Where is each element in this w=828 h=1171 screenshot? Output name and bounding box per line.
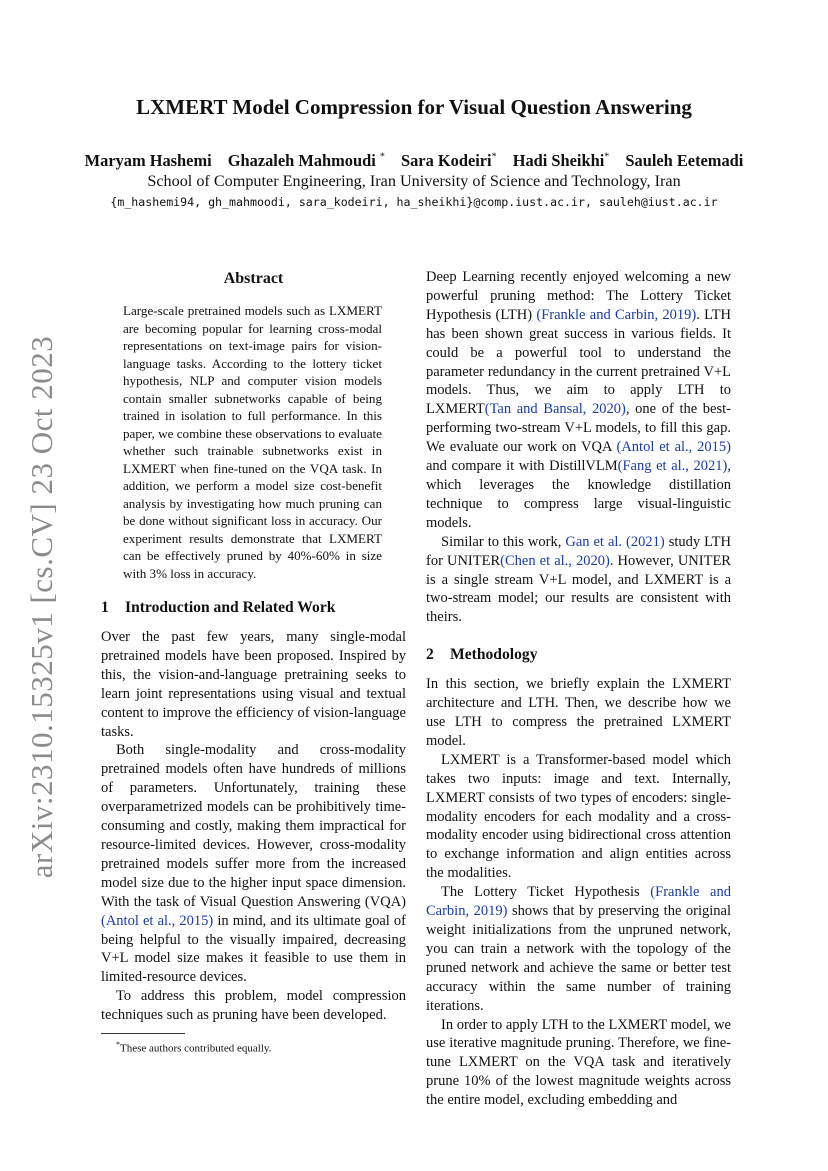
paragraph: In this section, we briefly explain the LXMERT architecture and LTH. Then, we describe how we use LTH to compress the pretrained LXMERT model.	[426, 676, 731, 749]
footnote	[101, 1038, 406, 1056]
footnote-text: These authors contributed equally.	[120, 1042, 272, 1055]
author	[401, 151, 497, 170]
footnote-rule	[101, 1033, 185, 1034]
citation-link[interactable]: (Fang et al., 2021)	[617, 458, 728, 475]
author	[513, 151, 610, 170]
paragraph	[426, 268, 731, 533]
author-name: Maryam Hashemi	[84, 151, 212, 170]
paper-title: LXMERT Model Compression for Visual Question Answering	[136, 95, 692, 119]
section-heading-methodology	[426, 643, 731, 667]
paragraph: In order to apply LTH to the LXMERT model, we use iterative magnitude pruning. Therefore, we fine-tune LXMERT on the VQA task and iteratively prune 10% of the lowest magnitude weights across the entire model, excluding embedding and	[426, 1016, 731, 1109]
section-title: Introduction and Related Work	[125, 599, 336, 616]
paragraph: Over the past few years, many single-modal pretrained models have been proposed. Inspired by this, the vision-and-language pretraining seeks to learn joint representations using visual and textual content to improve the efficiency of vision-language tasks.	[101, 629, 406, 740]
section-title: Methodology	[450, 646, 538, 664]
citation-link[interactable]: (Tan and Bansal, 2020)	[484, 401, 626, 418]
author	[85, 151, 212, 170]
section-number: 1	[101, 599, 109, 616]
paragraph-text: . LTH has been shown great success in various fields. It could be a powerful tool to understand the parameter redundancy in the current pretrained V+L models. Thus, we aim to apply LTH to LXMERT	[426, 306, 731, 418]
paragraph-text: . However, UNITER is a single stream V+L model, and LXMERT is a two-stream model; our results are consistent with theirs.	[426, 552, 731, 626]
abstract-text: Large-scale pretrained models such as LXMERT are becoming popular for learning cross-modal representations on text-image pairs for vision-language tasks. According to the lottery ticket hypothesis, NLP and computer vision models contain smaller subnetworks capable of being trained in isolation to full performance. In this paper, we combine these observations to evaluate whether such trainable subnetworks exist in LXMERT when fine-tuned on the VQA task. In addition, we perform a model size cost-benefit analysis by investigating how much pruning can be done without significant loss in accuracy. Our experiment results demonstrate that LXMERT can be effectively pruned by 40%-60% in size with 3% loss in accuracy.	[123, 303, 382, 581]
citation-link[interactable]: (Frankle and Carbin, 2019)	[536, 306, 697, 323]
abstract	[101, 302, 406, 582]
author-name: Sara Kodeiri	[401, 151, 492, 170]
paragraph	[101, 741, 406, 987]
paragraph-text: and compare it with DistillVLM	[426, 458, 618, 475]
paragraph-text: shows that by preserving the original weight initializations from the unpruned network, you can train a network with the topology of the pruned network and achieve the same or better test accuracy within the same number of training iterations.	[426, 903, 732, 1014]
introduction-continued	[426, 268, 731, 627]
paragraph-text: , one of the best-performing two-stream V+L models, to fill this gap. We evaluate our work on VQA	[426, 401, 731, 456]
section-number: 2	[426, 646, 434, 664]
author-mark: *	[379, 151, 385, 163]
author-name: Ghazaleh Mahmoudi	[227, 151, 376, 170]
footnote-mark: *	[116, 1040, 120, 1050]
affiliation: School of Computer Engineering, Iran University of Science and Technology, Iran	[147, 172, 681, 190]
paragraph: LXMERT is a Transformer-based model which takes two inputs: image and text. Internally, LXMERT consists of two types of encoders: single-modality encoders for each modality and a cross-modality encoder using bidirectional cross attention to exchange information and align entities across the modalities.	[426, 751, 731, 882]
author	[625, 151, 743, 170]
author-name: Sauleh Eetemadi	[625, 151, 744, 170]
arxiv-identifier: arXiv:2310.15325v1 [cs.CV] 23 Oct 2023	[24, 335, 59, 879]
citation-link[interactable]: (Antol et al., 2015)	[616, 439, 731, 456]
paragraph-text: , which leverages the knowledge distillation technique to compress large visual-linguistic models.	[426, 458, 731, 531]
author-mark: *	[491, 151, 497, 163]
author	[228, 151, 385, 170]
abstract-heading: Abstract	[223, 270, 284, 287]
citation-link[interactable]: (Chen et al., 2020)	[500, 552, 610, 569]
methodology-body	[426, 675, 731, 1110]
right-column	[426, 268, 731, 1110]
citation-link[interactable]: (Antol et al., 2015)	[101, 912, 214, 929]
left-column	[101, 268, 406, 1056]
arxiv-sidebar-stamp	[22, 335, 62, 879]
paragraph-text: Similar to this work,	[441, 533, 566, 550]
citation-link[interactable]: (Frankle and Carbin, 2019)	[426, 884, 731, 920]
paragraph-text: in mind, and its ultimate goal of being helpful to the visually impaired, decreasing V+L model size makes it feasible to use them in limited-resource devices.	[101, 912, 406, 986]
citation-link[interactable]: Gan et al. (2021)	[565, 533, 665, 550]
author-list	[0, 151, 828, 171]
paragraph-text: The Lottery Ticket Hypothesis	[441, 884, 651, 901]
author-name: Hadi Sheikhi	[512, 151, 605, 170]
paragraph	[426, 883, 731, 1015]
introduction-body	[101, 628, 406, 1025]
paragraph-text: Both single-modality and cross-modality pretrained models often have hundreds of millions of parameters. Unfortunately, training these overparametrized models can be prohibitively time-consuming and costly, making them impractical for resource-limited devices. However, cross-modality pretrained models suffer more from the increased model size due to the higher input space dimension. With the task of Visual Question Answering (VQA)	[101, 742, 406, 910]
paragraph	[426, 533, 731, 628]
paragraph-text: study LTH for UNITER	[426, 533, 731, 569]
section-heading-introduction	[101, 596, 406, 620]
paragraph: To address this problem, model compression techniques such as pruning have been developed.	[101, 988, 406, 1024]
author-mark: *	[604, 151, 610, 163]
author-emails: {m_hashemi94, gh_mahmoodi, sara_kodeiri, ha_sheikhi}@comp.iust.ac.ir, sauleh@iust.ac.ir	[110, 195, 718, 209]
paragraph-text: Deep Learning recently enjoyed welcoming a new powerful pruning method: The Lottery Ticket Hypothesis (LTH)	[426, 269, 731, 323]
